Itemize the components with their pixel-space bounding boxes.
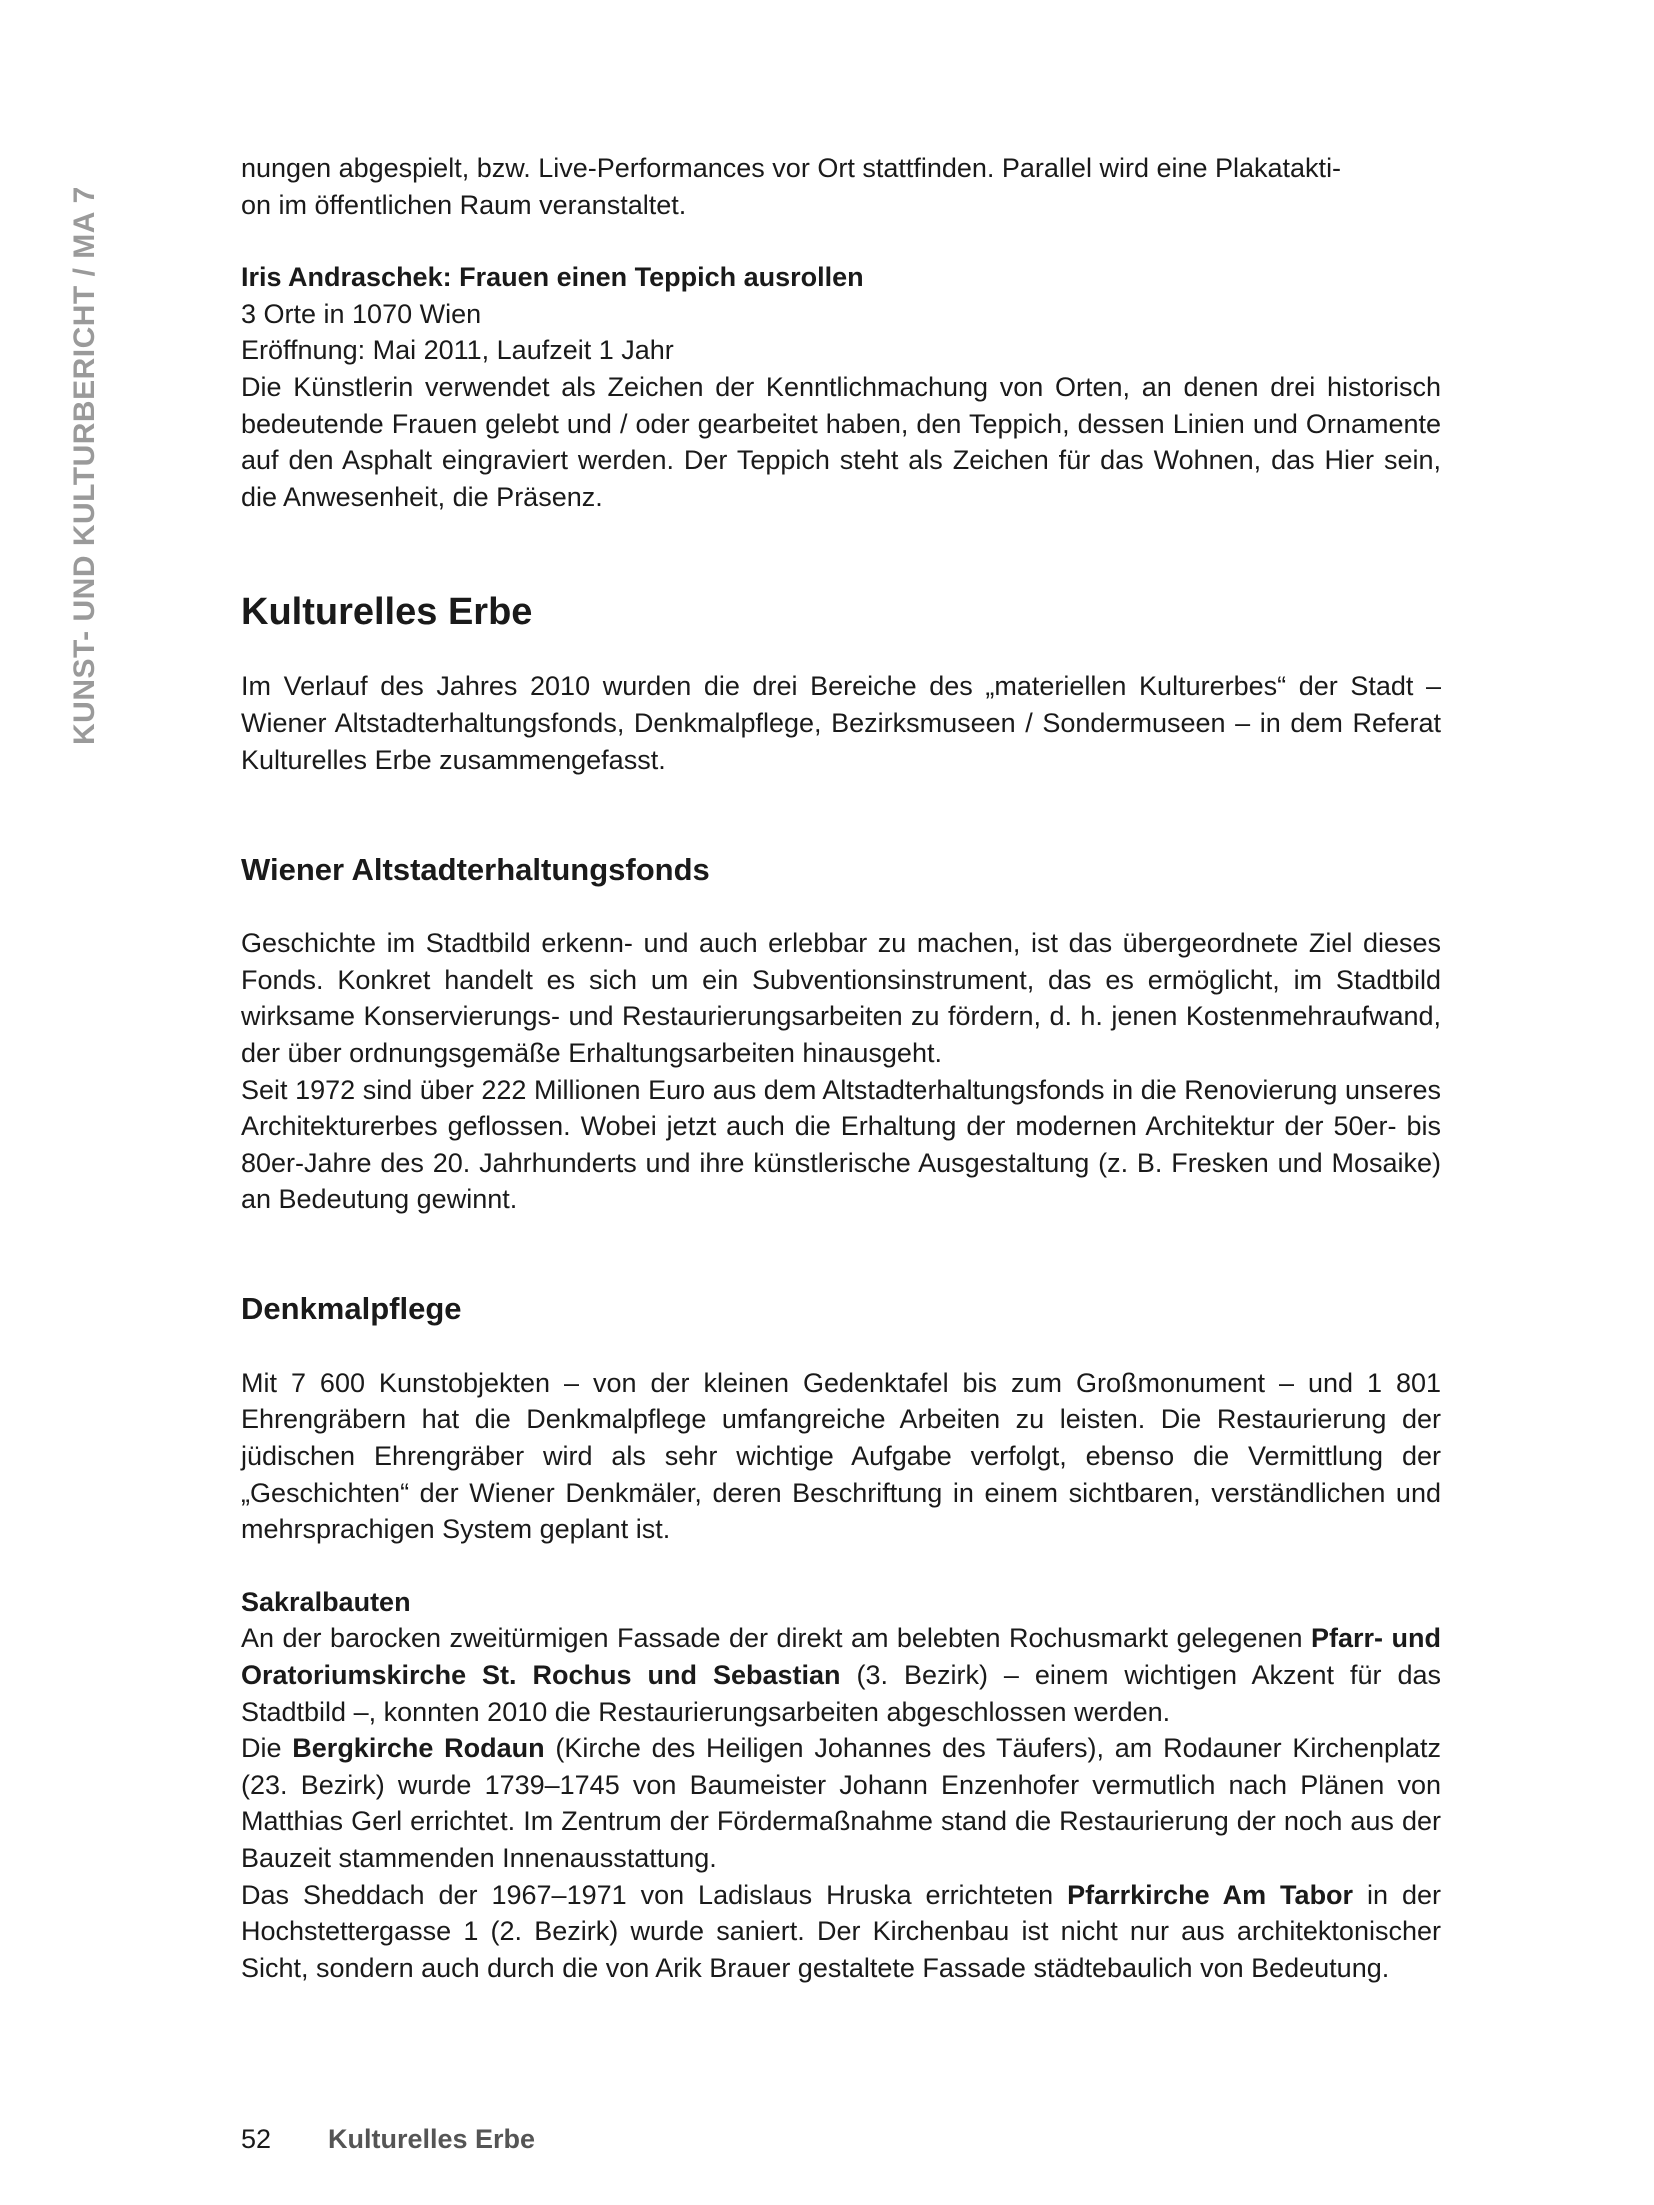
heading-kulturelles-erbe: Kulturelles Erbe [241,591,533,634]
altstadt-paragraph-1: Geschichte im Stadtbild erkenn- und auch erlebbar zu machen, ist das übergeordnete Ziel dieses Fonds. Konkret handelt es sich um ein Subventionsinstrument, das es ermöglicht, im Stadtbild wirksame Konservierungs- und Restaurierungsarbeiten zu fördern, d. h. jenen Kostenmehraufwand, der über ordnungsgemäße Erhaltungsarbeiten hinausgeht. [241,928,1441,1068]
sakralbauten-paragraph-3 [241,1877,1441,1987]
p3-text-a: Das Sheddach der 1967–1971 von Ladislaus Hruska errichteten [241,1879,1068,1910]
p2-text-a: Die [241,1733,293,1764]
intro-line-1: nungen abgespielt, bzw. Live-Performances vor Ort stattfinden. Parallel wird eine Plakatakti- [241,153,1342,183]
church-st-rochus: Pfarr- und Oratoriumskirche St. Rochus und Sebastian [241,1623,1441,1691]
p3-text-b: in der Hochstettergasse 1 (2. Bezirk) wurde saniert. Der Kirchenbau ist nicht nur aus architektonischer Sicht, sondern auch durch die von Arik Brauer gestaltete Fassade städtebaulich von Bedeutung. [241,1879,1441,1983]
p1-text-b: (3. Bezirk) – einem wichtigen Akzent für das Stadtbild –, konnten 2010 die Restaurierungsarbeiten abgeschlossen werden. [241,1660,1441,1727]
p1-text-a: An der barocken zweitürmigen Fassade der direkt am belebten Rochusmarkt gelegenen [241,1623,1312,1654]
andraschek-location: 3 Orte in 1070 Wien [241,298,482,329]
heading-altstadterhaltungsfonds: Wiener Altstadterhaltungsfonds [241,852,710,888]
sakralbauten-paragraph-1 [241,1620,1441,1730]
page-content [241,150,1441,1986]
denkmalpflege-body: Mit 7 600 Kunstobjekten – von der kleinen Gedenktafel bis zum Großmonument – und 1 801 Ehrengräbern hat die Denkmalpflege umfangreiche Arbeiten zu leisten. Die Restaurierung der jüdischen Ehrengräber wird als sehr wichtige Aufgabe verfolgt, ebenso die Vermittlung der „Geschichten“ der Wiener Denkmäler, deren Beschriftung in einem sichtbaren, verständlichen und mehrsprachigen System geplant ist. [241,1367,1441,1545]
sakralbauten-paragraph-2 [241,1730,1441,1876]
andraschek-opening: Eröffnung: Mai 2011, Laufzeit 1 Jahr [241,335,674,366]
church-bergkirche-rodaun: Bergkirche Rodaun [292,1733,545,1764]
andraschek-title: Iris Andraschek: Frauen einen Teppich ausrollen [241,262,864,293]
page-number: 52 [241,2124,272,2154]
andraschek-body: Die Künstlerin verwendet als Zeichen der Kenntlichmachung von Orten, an denen drei historisch bedeutende Frauen gelebt und / oder gearbeitet haben, den Teppich, dessen Linien und Ornamente auf den Asphalt eingraviert werden. Der Teppich steht als Zeichen für das Wohnen, das Hier sein, die Anwesenheit, die Präsenz. [241,371,1441,512]
side-running-title: KUNST- UND KULTURBERICHT / MA 7 [68,186,101,745]
sakralbauten-subheading: Sakralbauten [241,1586,411,1617]
footer-section-title: Kulturelles Erbe [328,2124,536,2154]
church-am-tabor: Pfarrkirche Am Tabor [1067,1879,1354,1910]
intro-line-2: on im öffentlichen Raum veranstaltet. [241,189,687,220]
kulturelles-erbe-body: Im Verlauf des Jahres 2010 wurden die drei Bereiche des „materiellen Kulturerbes“ der Stadt – Wiener Altstadterhaltungsfonds, Denkmalpflege, Bezirksmuseen / Sondermuseen – in dem Referat Kulturelles Erbe zusammengefasst. [241,671,1441,775]
p2-text-b: (Kirche des Heiligen Johannes des Täufers), am Rodauner Kirchenplatz (23. Bezirk) wurde 1739–1745 von Baumeister Johann Enzenhofer vermutlich nach Plänen von Matthias Gerl errichtet. Im Zentrum der Fördermaßnahme stand die Restaurierung der noch aus der Bauzeit stammenden Innenausstattung. [241,1733,1442,1873]
altstadt-paragraph-2: Seit 1972 sind über 222 Millionen Euro aus dem Altstadterhaltungsfonds in die Renovierung unseres Architekturerbes geflossen. Wobei jetzt auch die Erhaltung der modernen Architektur der 50er- bis 80er-Jahre des 20. Jahrhunderts und ihre künstlerische Ausgestaltung (z. B. Fresken und Mosaike) an Bedeutung gewinnt. [241,1074,1441,1215]
page-footer [241,2124,535,2155]
heading-denkmalpflege: Denkmalpflege [241,1290,462,1326]
